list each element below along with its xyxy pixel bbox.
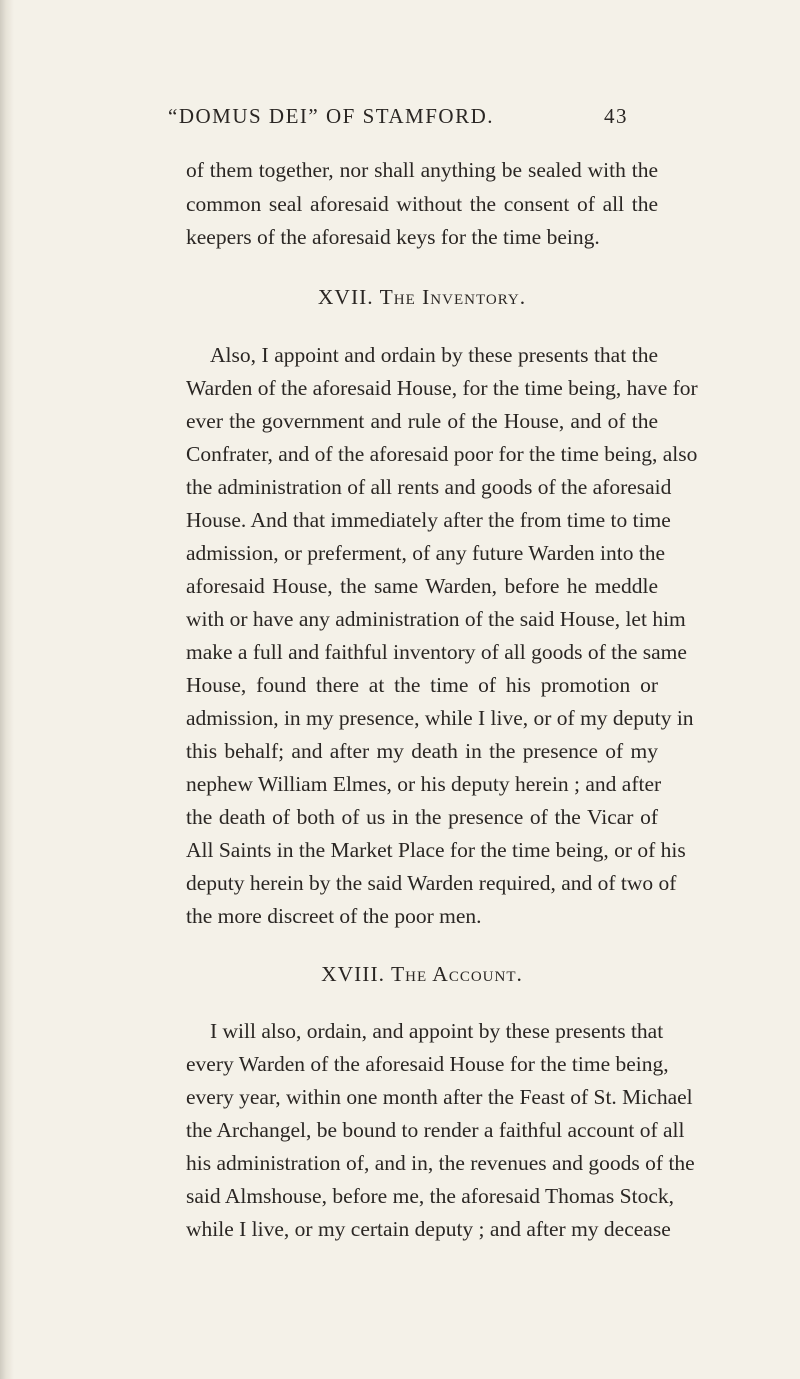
text-line: every year, within one month after the Feast of St. Michael: [186, 1085, 693, 1109]
text-line: the death of both of us in the presence of the Vicar of: [186, 805, 658, 829]
text-line: make a full and faithful inventory of all goods of the same: [186, 640, 687, 664]
text-line: the Archangel, be bound to render a faithful account of all: [186, 1118, 685, 1142]
text-line: every Warden of the aforesaid House for the time being,: [186, 1052, 669, 1076]
text-line: his administration of, and in, the revenues and goods of the: [186, 1151, 695, 1175]
text-line: with or have any administration of the said House, let him: [186, 607, 686, 631]
text-line: admission, in my presence, while I live, or of my deputy in: [186, 706, 694, 730]
text-line: deputy herein by the said Warden required, and of two of: [186, 871, 677, 895]
running-header-title: “DOMUS DEI” OF STAMFORD.: [168, 104, 495, 128]
text-line: while I live, or my certain deputy ; and after my decease: [186, 1217, 671, 1241]
text-line: All Saints in the Market Place for the time being, or of his: [186, 838, 686, 862]
text-line: I will also, ordain, and appoint by these presents that: [210, 1019, 664, 1043]
text-line: of them together, nor shall anything be sealed with the: [186, 158, 658, 182]
text-line: common seal aforesaid without the consent of all the: [186, 192, 658, 216]
text-line: House, found there at the time of his promotion or: [186, 673, 658, 697]
section-heading-account: XVIII. The Account.: [321, 962, 523, 986]
text-line: this behalf; and after my death in the presence of my: [186, 739, 658, 763]
text-line: the administration of all rents and goods of the aforesaid: [186, 475, 672, 499]
text-line: the more discreet of the poor men.: [186, 904, 482, 928]
page-number: 43: [604, 104, 628, 128]
text-line: Also, I appoint and ordain by these presents that the: [210, 343, 658, 367]
text-line: Warden of the aforesaid House, for the time being, have for: [186, 376, 698, 400]
text-line: nephew William Elmes, or his deputy herein ; and after: [186, 772, 662, 796]
text-line: aforesaid House, the same Warden, before he meddle: [186, 574, 658, 598]
text-line: House. And that immediately after the from time to time: [186, 508, 671, 532]
text-line: admission, or preferment, of any future Warden into the: [186, 541, 666, 565]
text-line: ever the government and rule of the House, and of the: [186, 409, 658, 433]
text-line: Confrater, and of the aforesaid poor for the time being, also: [186, 442, 698, 466]
text-line: keepers of the aforesaid keys for the time being.: [186, 225, 600, 249]
text-line: said Almshouse, before me, the aforesaid Thomas Stock,: [186, 1184, 675, 1208]
section-heading-inventory: XVII. The Inventory.: [317, 285, 527, 309]
